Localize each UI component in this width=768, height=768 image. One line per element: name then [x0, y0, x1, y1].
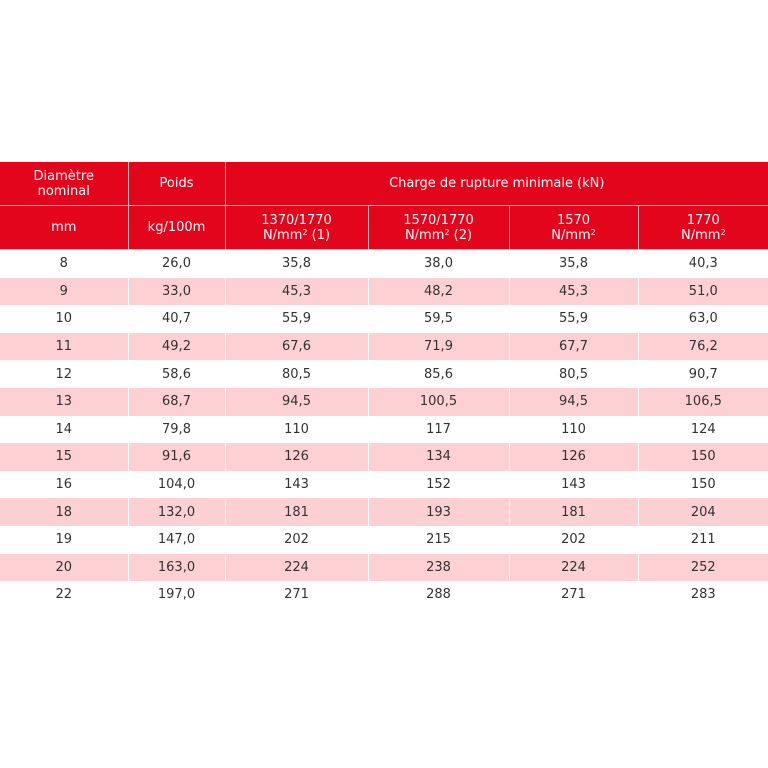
cell-charge-1770: 124 — [638, 416, 768, 444]
cell-charge-1570-1770: 59,5 — [368, 305, 509, 333]
cell-poids: 33,0 — [128, 278, 225, 306]
cell-diametre: 11 — [0, 333, 128, 361]
rope-specs-table — [0, 162, 768, 609]
cell-charge-1770: 90,7 — [638, 360, 768, 388]
cell-charge-1570-1770: 152 — [368, 471, 509, 499]
table-header — [0, 162, 768, 250]
grade-3-unit-text: N/mm — [551, 227, 591, 243]
cell-charge-1570-1770: 71,9 — [368, 333, 509, 361]
cell-charge-1570: 80,5 — [509, 360, 638, 388]
grade-2-sup: 2 — [444, 227, 450, 237]
header-diametre-line1: Diamètre — [33, 168, 94, 184]
cell-diametre: 15 — [0, 443, 128, 471]
cell-diametre: 19 — [0, 526, 128, 554]
cell-diametre: 9 — [0, 278, 128, 306]
grade-1-unit — [226, 228, 368, 243]
cell-charge-1570-1770: 238 — [368, 554, 509, 582]
cell-poids: 26,0 — [128, 250, 225, 278]
header-diametre-line2: nominal — [37, 183, 90, 199]
cell-diametre: 12 — [0, 360, 128, 388]
header-row-1 — [0, 162, 768, 206]
cell-poids: 68,7 — [128, 388, 225, 416]
cell-charge-1570-1770: 193 — [368, 498, 509, 526]
table-row — [0, 305, 768, 333]
cell-charge-1770: 106,5 — [638, 388, 768, 416]
grade-3-unit — [510, 228, 638, 243]
header-grade-2 — [368, 206, 509, 250]
table-row — [0, 388, 768, 416]
header-grade-3 — [509, 206, 638, 250]
grade-1-value: 1370/1770 — [261, 212, 332, 228]
grade-2-unit-text: N/mm — [404, 227, 445, 243]
cell-charge-1370: 80,5 — [225, 360, 368, 388]
header-charge: Charge de rupture minimale (kN) — [225, 162, 768, 206]
grade-2-value: 1570/1770 — [403, 212, 474, 228]
cell-diametre: 13 — [0, 388, 128, 416]
grade-4-sup: 2 — [720, 227, 726, 237]
table-row — [0, 498, 768, 526]
cell-charge-1570: 202 — [509, 526, 638, 554]
header-diametre — [0, 162, 128, 206]
cell-charge-1370: 55,9 — [225, 305, 368, 333]
cell-charge-1570-1770: 117 — [368, 416, 509, 444]
cell-poids: 197,0 — [128, 581, 225, 609]
cell-charge-1570: 45,3 — [509, 278, 638, 306]
table-row — [0, 471, 768, 499]
cell-charge-1770: 252 — [638, 554, 768, 582]
cell-poids: 147,0 — [128, 526, 225, 554]
grade-2-note: (2) — [449, 227, 473, 243]
cell-charge-1570-1770: 288 — [368, 581, 509, 609]
cell-charge-1370: 94,5 — [225, 388, 368, 416]
cell-charge-1570-1770: 48,2 — [368, 278, 509, 306]
cell-charge-1370: 45,3 — [225, 278, 368, 306]
grade-1-note: (1) — [307, 227, 331, 243]
cell-charge-1570-1770: 134 — [368, 443, 509, 471]
cell-charge-1770: 40,3 — [638, 250, 768, 278]
header-grade-1 — [225, 206, 368, 250]
grade-3-sup: 2 — [590, 227, 596, 237]
cell-charge-1770: 204 — [638, 498, 768, 526]
cell-charge-1770: 76,2 — [638, 333, 768, 361]
cell-charge-1570: 181 — [509, 498, 638, 526]
grade-3-value: 1570 — [556, 212, 591, 228]
cell-diametre: 8 — [0, 250, 128, 278]
grade-4-unit — [639, 228, 768, 243]
cell-charge-1370: 67,6 — [225, 333, 368, 361]
cell-charge-1770: 211 — [638, 526, 768, 554]
table-row — [0, 360, 768, 388]
table-row — [0, 554, 768, 582]
cell-poids: 91,6 — [128, 443, 225, 471]
cell-charge-1770: 283 — [638, 581, 768, 609]
cell-charge-1570-1770: 85,6 — [368, 360, 509, 388]
cell-diametre: 20 — [0, 554, 128, 582]
header-unit-kg: kg/100m — [128, 206, 225, 250]
cell-diametre: 22 — [0, 581, 128, 609]
grade-2-unit — [369, 228, 509, 243]
table-row — [0, 278, 768, 306]
header-unit-mm: mm — [0, 206, 128, 250]
cell-diametre: 10 — [0, 305, 128, 333]
cell-poids: 104,0 — [128, 471, 225, 499]
table-row — [0, 443, 768, 471]
header-grade-4 — [638, 206, 768, 250]
cell-charge-1570-1770: 100,5 — [368, 388, 509, 416]
table-body — [0, 250, 768, 609]
cell-charge-1570: 67,7 — [509, 333, 638, 361]
cell-charge-1570-1770: 38,0 — [368, 250, 509, 278]
cell-charge-1770: 150 — [638, 443, 768, 471]
cell-charge-1570-1770: 215 — [368, 526, 509, 554]
table-row — [0, 416, 768, 444]
cell-charge-1770: 150 — [638, 471, 768, 499]
cell-charge-1370: 143 — [225, 471, 368, 499]
cell-charge-1370: 35,8 — [225, 250, 368, 278]
cell-poids: 163,0 — [128, 554, 225, 582]
cell-charge-1570: 94,5 — [509, 388, 638, 416]
cell-charge-1370: 202 — [225, 526, 368, 554]
cell-charge-1770: 63,0 — [638, 305, 768, 333]
cell-diametre: 18 — [0, 498, 128, 526]
header-poids: Poids — [128, 162, 225, 206]
cell-diametre: 16 — [0, 471, 128, 499]
cell-charge-1370: 181 — [225, 498, 368, 526]
table-row — [0, 333, 768, 361]
cell-charge-1370: 271 — [225, 581, 368, 609]
cell-charge-1570: 143 — [509, 471, 638, 499]
grade-4-value: 1770 — [686, 212, 720, 228]
table-row — [0, 581, 768, 609]
cell-charge-1570: 126 — [509, 443, 638, 471]
cell-charge-1570: 55,9 — [509, 305, 638, 333]
cell-diametre: 14 — [0, 416, 128, 444]
table-container — [0, 162, 768, 609]
cell-charge-1570: 35,8 — [509, 250, 638, 278]
grade-4-unit-text: N/mm — [681, 227, 721, 243]
cell-charge-1770: 51,0 — [638, 278, 768, 306]
table-row — [0, 526, 768, 554]
cell-charge-1370: 126 — [225, 443, 368, 471]
cell-charge-1370: 224 — [225, 554, 368, 582]
cell-charge-1570: 110 — [509, 416, 638, 444]
cell-charge-1570: 224 — [509, 554, 638, 582]
cell-poids: 79,8 — [128, 416, 225, 444]
cell-poids: 132,0 — [128, 498, 225, 526]
cell-charge-1570: 271 — [509, 581, 638, 609]
grade-1-sup: 2 — [302, 227, 308, 237]
cell-charge-1370: 110 — [225, 416, 368, 444]
table-row — [0, 250, 768, 278]
cell-poids: 40,7 — [128, 305, 225, 333]
grade-1-unit-text: N/mm — [262, 227, 303, 243]
cell-poids: 58,6 — [128, 360, 225, 388]
header-row-2 — [0, 206, 768, 250]
cell-poids: 49,2 — [128, 333, 225, 361]
